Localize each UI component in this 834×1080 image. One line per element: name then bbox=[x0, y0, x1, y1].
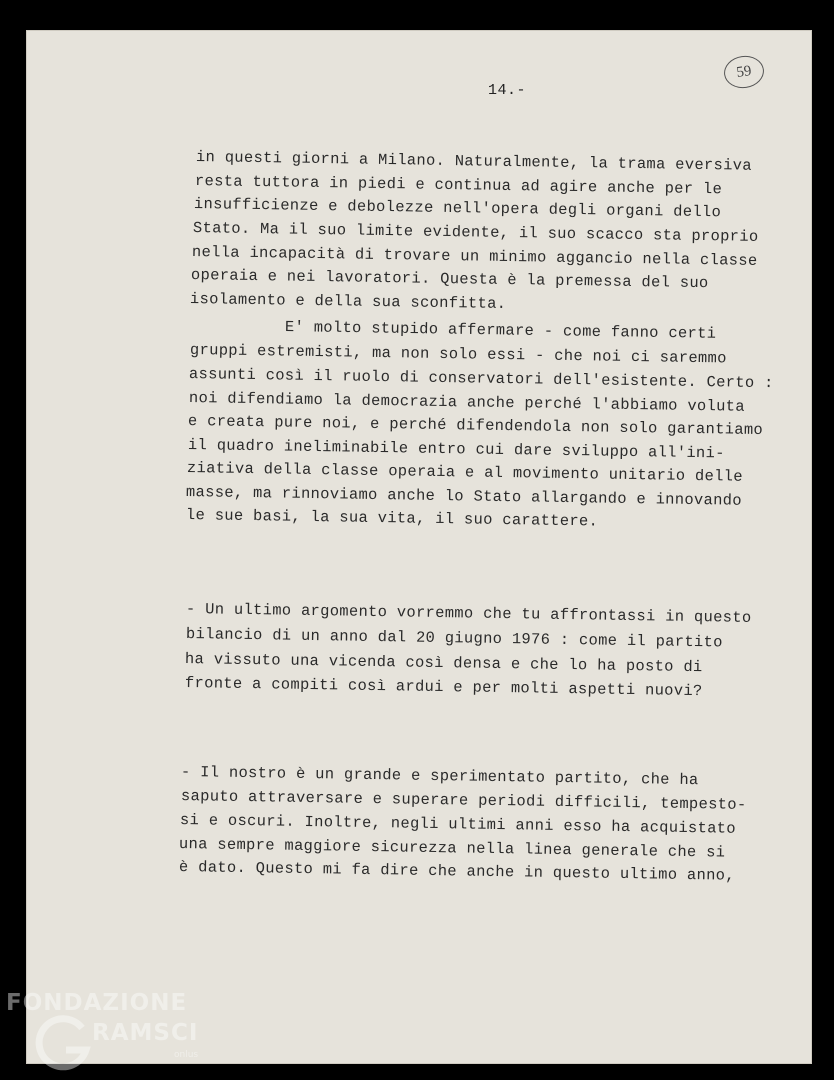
text-line: - Il nostro è un grande e sperimentato partito, che ha bbox=[180, 763, 699, 790]
text-line: operaia e nei lavoratori. Questa è la premessa del suo bbox=[190, 266, 709, 293]
text-line: saputo attraversare e superare periodi difficili, tempesto- bbox=[180, 787, 747, 814]
text-line: resta tuttora in piedi e continua ad agire anche per le bbox=[194, 172, 723, 199]
text-line: ziativa della classe operaia e al movimento unitario delle bbox=[186, 459, 744, 486]
text-line: ha vissuto una vicenda così densa e che lo ha posto di bbox=[184, 650, 703, 677]
watermark-line-2: RAMSCI bbox=[92, 1020, 199, 1046]
archive-stamp: 59 bbox=[722, 53, 766, 90]
text-line: in questi giorni a Milano. Naturalmente, la trama eversiva bbox=[195, 148, 753, 175]
watermark-line-3: onlus bbox=[174, 1050, 199, 1060]
text-line: assunti così il ruolo di conservatori dell'esistente. Certo : bbox=[188, 365, 774, 393]
page-number: 14.- bbox=[488, 82, 527, 99]
text-line: nella incapacità di trovare un minimo aggancio nella classe bbox=[191, 243, 758, 270]
text-line: masse, ma rinnoviamo anche lo Stato allargando e innovando bbox=[185, 483, 743, 510]
text-line: - Un ultimo argomento vorremmo che tu affrontassi in questo bbox=[185, 600, 752, 627]
watermark-line-1: FONDAZIONE bbox=[6, 990, 188, 1016]
fondazione-gramsci-watermark bbox=[4, 990, 219, 1075]
text-line: è dato. Questo mi fa dire che anche in questo ultimo anno, bbox=[178, 858, 736, 885]
text-line: noi difendiamo la democrazia anche perché l'abbiamo voluta bbox=[188, 389, 746, 416]
text-line: si e oscuri. Inoltre, negli ultimi anni esso ha acquistato bbox=[179, 811, 737, 838]
g-logo-icon bbox=[32, 1014, 94, 1076]
text-line: isolamento e della sua sconfitta. bbox=[189, 290, 507, 313]
text-line: E' molto stupido affermare - come fanno certi bbox=[284, 318, 717, 343]
text-line: Stato. Ma il suo limite evidente, il suo scacco sta proprio bbox=[192, 219, 759, 246]
text-line: gruppi estremisti, ma non solo essi - che noi ci saremmo bbox=[189, 341, 727, 368]
text-line: bilancio di un anno dal 20 giugno 1976 : come il partito bbox=[185, 625, 723, 652]
text-line: le sue basi, la sua vita, il suo carattere. bbox=[185, 506, 599, 531]
text-line: il quadro ineliminabile entro cui dare sviluppo all'ini- bbox=[187, 436, 725, 463]
text-line: e creata pure noi, e perché difendendola non solo garantiamo bbox=[187, 412, 764, 440]
text-line: fronte a compiti così ardui e per molti aspetti nuovi? bbox=[184, 674, 703, 701]
text-line: insufficienze e debolezze nell'opera degli organi dello bbox=[193, 195, 722, 222]
text-line: una sempre maggiore sicurezza nella linea generale che si bbox=[178, 835, 726, 862]
